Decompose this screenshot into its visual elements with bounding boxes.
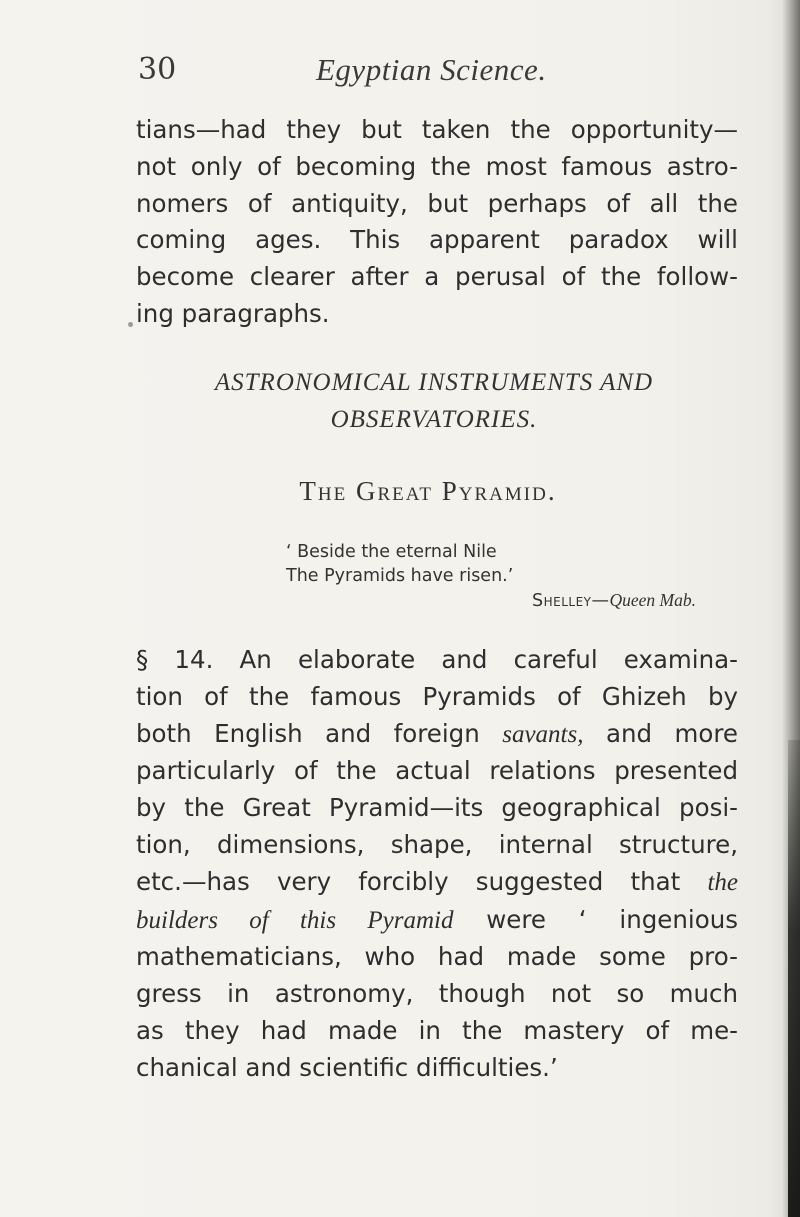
page-number: 30 <box>138 52 177 87</box>
text-line: tians—had they but taken the opportunity— <box>136 115 738 144</box>
text-line: mathematicians, who had made some pro- <box>136 942 738 972</box>
epigraph-line: The Pyramids have risen.’ <box>286 566 514 586</box>
page-header <box>138 52 738 102</box>
epigraph-author: Shelley <box>531 591 592 611</box>
text-run: both English and foreign <box>136 718 503 748</box>
text-line: gress in astronomy, though not so much <box>136 979 738 1009</box>
text-line: not only of becoming the most famous astro- <box>136 151 738 181</box>
text-line: chanical and scientific difficulties.’ <box>136 1052 558 1082</box>
text-line: coming ages. This apparent paradox will <box>136 225 738 255</box>
section-heading <box>144 364 724 438</box>
text-line <box>136 902 738 940</box>
text-line: tion, dimensions, shape, internal structure, <box>136 829 738 859</box>
epigraph-line: ‘ Beside the eternal Nile <box>286 542 497 562</box>
epigraph-dash: — <box>591 591 610 611</box>
text-line: ing paragraphs. <box>136 298 330 328</box>
text-run: and more <box>583 718 738 748</box>
text-run: etc.—has very forcibly suggested that <box>136 866 708 896</box>
text-line: particularly of the actual relations presented <box>136 756 738 786</box>
text-line: § 14. An elaborate and careful examina- <box>136 645 738 674</box>
text-line: by the Great Pyramid—its geographical posi- <box>136 793 738 823</box>
text-line: become clearer after a perusal of the follow- <box>136 262 738 292</box>
text-line: tion of the famous Pyramids of Ghizeh by <box>136 681 738 711</box>
print-speck <box>128 322 133 327</box>
text-line: nomers of antiquity, but perhaps of all the <box>136 188 738 218</box>
italic-run: the <box>707 868 738 896</box>
italic-run: builders of this Pyramid <box>136 906 454 934</box>
text-line: as they had made in the mastery of me- <box>136 1015 738 1045</box>
italic-run: savants, <box>502 720 584 748</box>
text-line <box>136 716 738 754</box>
section-subheading: The Great Pyramid. <box>299 476 557 506</box>
epigraph-work: Queen Mab. <box>609 590 696 610</box>
epigraph <box>286 540 716 613</box>
section-heading-line: ASTRONOMICAL INSTRUMENTS AND <box>214 369 654 396</box>
page-edge-binding <box>788 740 800 1217</box>
paragraph-section-14 <box>136 642 738 1087</box>
running-head: Egyptian Science. <box>316 52 547 87</box>
epigraph-attribution <box>286 588 716 613</box>
text-line <box>136 864 738 902</box>
paragraph-continuation <box>136 112 738 333</box>
section-heading-line: OBSERVATORIES. <box>330 406 538 433</box>
text-run: were ‘ ingenious <box>453 904 738 934</box>
